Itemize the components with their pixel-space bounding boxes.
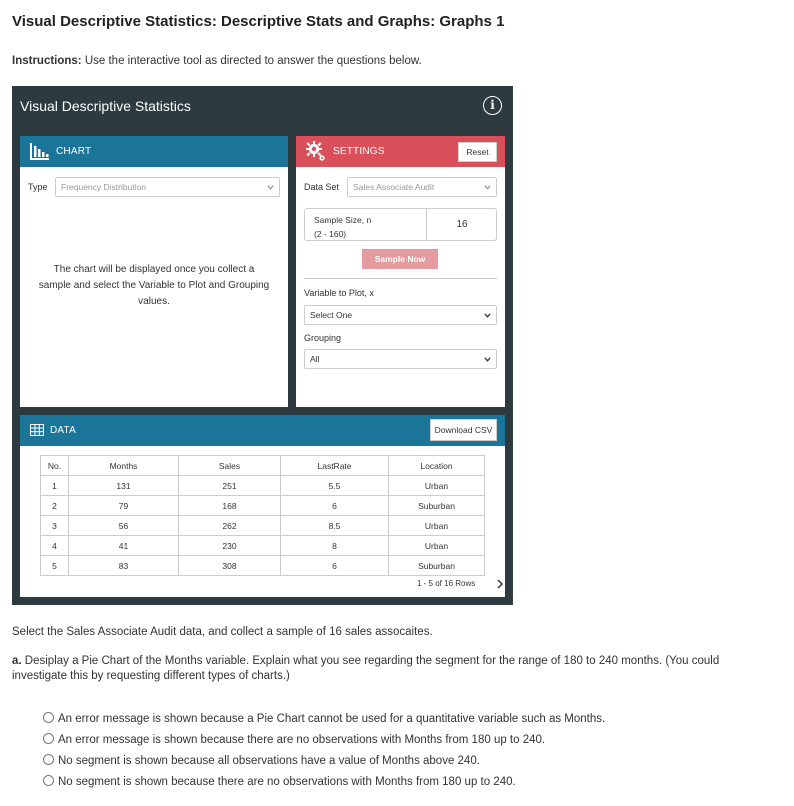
sample-size-label-line1: Sample Size, n <box>314 215 372 225</box>
table-cell: 3 <box>41 516 69 536</box>
table-row <box>41 536 485 556</box>
answer-option-text: An error message is shown because a Pie Chart cannot be used for a quantitative variable such as Months. <box>58 713 606 725</box>
chart-panel <box>20 136 288 407</box>
column-header: Location <box>389 456 485 476</box>
question-part-a <box>12 654 772 684</box>
table-cell: 5.5 <box>281 476 389 496</box>
table-row <box>41 476 485 496</box>
settings-panel <box>296 136 505 407</box>
table-cell: 6 <box>281 556 389 576</box>
table-cell: 262 <box>179 516 281 536</box>
sample-size-label <box>314 213 371 241</box>
question-part-text: Desiplay a Pie Chart of the Months variable. Explain what you see regarding the segment for the range of 180 to 240 months. (You could investigate this by requesting different types of charts.) <box>12 655 720 682</box>
sample-size-label-line2: (2 - 160) <box>314 229 347 239</box>
settings-header-label: SETTINGS <box>333 146 385 157</box>
reset-button[interactable]: Reset <box>458 142 497 162</box>
chart-header-label: CHART <box>56 146 92 157</box>
info-icon[interactable]: i <box>483 96 502 115</box>
answer-option[interactable] <box>43 754 480 770</box>
table-cell: 131 <box>69 476 179 496</box>
answer-option[interactable] <box>43 712 605 728</box>
table-cell: 308 <box>179 556 281 576</box>
column-header: No. <box>41 456 69 476</box>
table-cell: 5 <box>41 556 69 576</box>
chevron-right-icon[interactable] <box>496 579 504 589</box>
instructions <box>12 55 422 67</box>
chart-type-label: Type <box>28 182 48 192</box>
table-cell: Urban <box>389 536 485 556</box>
bar-chart-icon <box>30 143 49 160</box>
radio-button[interactable] <box>43 712 54 723</box>
chart-panel-header <box>20 136 288 167</box>
grouping-label: Grouping <box>304 333 342 343</box>
visual-descriptive-statistics-widget <box>12 86 513 605</box>
table-row <box>41 496 485 516</box>
sample-size-field <box>304 208 497 241</box>
table-cell: Suburban <box>389 496 485 516</box>
data-panel-header <box>20 415 505 446</box>
table-cell: 56 <box>69 516 179 536</box>
grouping-select[interactable] <box>304 349 497 369</box>
table-cell: 2 <box>41 496 69 516</box>
chevron-down-icon <box>484 184 491 191</box>
sample-now-button[interactable]: Sample Now <box>362 249 438 269</box>
variable-select[interactable] <box>304 305 497 325</box>
table-header-row <box>41 456 485 476</box>
table-cell: 230 <box>179 536 281 556</box>
chart-type-value: Frequency Distribution <box>61 182 147 192</box>
variable-label: Variable to Plot, x <box>304 288 374 298</box>
page-title: Visual Descriptive Statistics: Descriptive Stats and Graphs: Graphs 1 <box>12 13 505 30</box>
answer-option-text: No segment is shown because there are no observations with Months from 180 up to 240. <box>58 776 516 788</box>
settings-divider <box>304 278 497 279</box>
radio-button[interactable] <box>43 733 54 744</box>
dataset-select[interactable] <box>347 177 497 197</box>
table-cell: Urban <box>389 476 485 496</box>
table-cell: 6 <box>281 496 389 516</box>
widget-header <box>12 86 513 126</box>
answer-option[interactable] <box>43 775 516 791</box>
column-header: LastRate <box>281 456 389 476</box>
sample-size-input[interactable]: 16 <box>426 209 497 240</box>
column-header: Months <box>69 456 179 476</box>
table-cell: 8 <box>281 536 389 556</box>
data-table <box>40 455 485 576</box>
chevron-down-icon <box>267 184 274 191</box>
data-panel <box>20 415 505 597</box>
column-header: Sales <box>179 456 281 476</box>
table-cell: 41 <box>69 536 179 556</box>
chart-placeholder-message: The chart will be displayed once you collect a sample and select the Variable to Plot and Grouping values. <box>38 264 270 307</box>
table-cell: 83 <box>69 556 179 576</box>
table-cell: 8.5 <box>281 516 389 536</box>
grouping-value: All <box>310 354 320 364</box>
table-cell: Urban <box>389 516 485 536</box>
dataset-value: Sales Associate Audit <box>353 182 435 192</box>
question-intro: Select the Sales Associate Audit data, and collect a sample of 16 sales assocaites. <box>12 626 433 638</box>
table-cell: 79 <box>69 496 179 516</box>
dataset-label: Data Set <box>304 182 340 192</box>
table-cell: 1 <box>41 476 69 496</box>
data-header-label: DATA <box>50 425 76 436</box>
radio-button[interactable] <box>43 754 54 765</box>
instructions-text: Use the interactive tool as directed to answer the questions below. <box>81 55 422 67</box>
question-part-label: a. <box>12 655 22 667</box>
settings-panel-header <box>296 136 505 167</box>
answer-option[interactable] <box>43 733 545 749</box>
table-cell: 4 <box>41 536 69 556</box>
chevron-down-icon <box>484 356 491 363</box>
answer-option-text: No segment is shown because all observations have a value of Months above 240. <box>58 755 480 767</box>
table-grid-icon <box>30 424 44 436</box>
table-row <box>41 516 485 536</box>
answer-option-text: An error message is shown because there are no observations with Months from 180 up to 240. <box>58 734 546 746</box>
radio-button[interactable] <box>43 775 54 786</box>
variable-value: Select One <box>310 310 353 320</box>
table-cell: Suburban <box>389 556 485 576</box>
instructions-label: Instructions: <box>12 55 82 67</box>
download-csv-button[interactable]: Download CSV <box>430 419 497 441</box>
chart-type-select[interactable] <box>55 177 280 197</box>
widget-title: Visual Descriptive Statistics <box>20 98 191 114</box>
chevron-down-icon <box>484 312 491 319</box>
table-cell: 168 <box>179 496 281 516</box>
gear-icon <box>305 140 327 162</box>
pager-text: 1 - 5 of 16 Rows <box>417 579 476 588</box>
table-row <box>41 556 485 576</box>
table-cell: 251 <box>179 476 281 496</box>
